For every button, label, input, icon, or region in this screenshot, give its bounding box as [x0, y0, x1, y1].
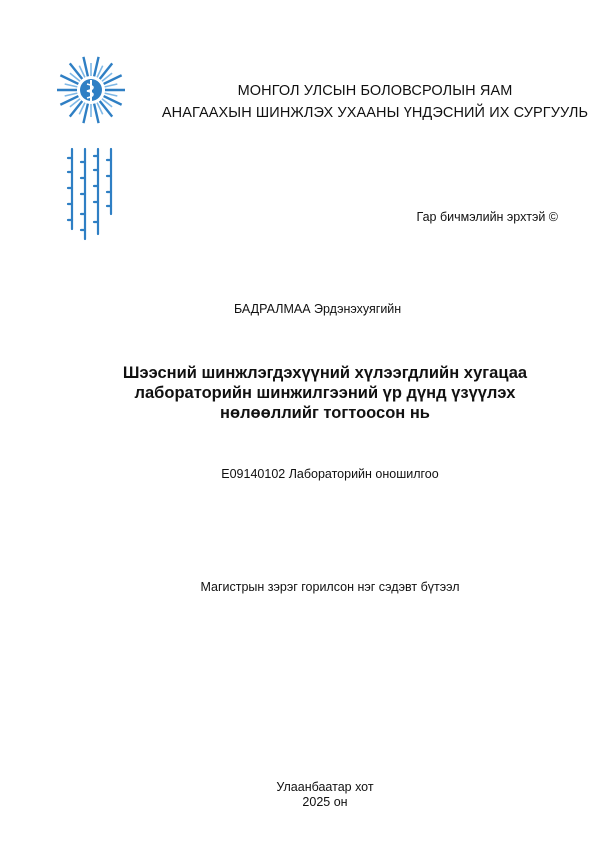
degree-statement: Магистрын зэрэг горилсон нэг сэдэвт бүтээл	[200, 580, 460, 594]
sun-ray	[104, 75, 122, 84]
sun-ray	[94, 57, 98, 76]
thesis-title-line: Шээсний шинжлэгдэхүүний хүлээгдлийн хугацаа	[122, 364, 528, 382]
sun-ray	[100, 101, 112, 117]
place-and-year	[200, 780, 450, 810]
sun-ray	[105, 93, 118, 96]
thesis-title-line: нөлөөллийг тогтоосон нь	[220, 404, 430, 422]
ministry-name: МОНГОЛ УЛСЫН БОЛОВСРОЛЫН ЯАМ	[237, 83, 513, 99]
author-name: БАДРАЛМАА Эрдэнэхуягийн	[234, 302, 402, 316]
sun-ray	[94, 104, 98, 123]
year: 2025 он	[302, 795, 348, 809]
sun-ray	[65, 93, 78, 96]
thesis-title-line: лабораторийн шинжилгээний үр дүнд үзүүлэх	[134, 384, 516, 402]
program-code: E09140102 Лабораторийн оношилгоо	[221, 467, 439, 481]
sun-ray	[100, 63, 112, 79]
sun-ray	[83, 57, 87, 76]
mongolian-script-icon	[68, 149, 111, 239]
university-name: АНАГААХЫН ШИНЖЛЭХ УХААНЫ ҮНДЭСНИЙ ИХ СУРГУУЛЬ	[161, 105, 589, 121]
city: Улаанбаатар хот	[276, 780, 374, 794]
university-logo	[52, 54, 130, 264]
ministry-header	[160, 80, 590, 124]
university-emblem-icon	[52, 54, 130, 264]
sun-ray	[105, 84, 118, 87]
sun-ray	[60, 75, 78, 84]
sun-ray	[60, 96, 78, 105]
copyright-notice: Гар бичмэлийн эрхтэй ©	[416, 210, 558, 224]
sun-ray	[104, 96, 122, 105]
sun-ray	[70, 101, 82, 117]
thesis-title	[120, 363, 530, 423]
sun-ray	[83, 104, 87, 123]
sun-ray	[70, 63, 82, 79]
sun-ray	[65, 84, 78, 87]
